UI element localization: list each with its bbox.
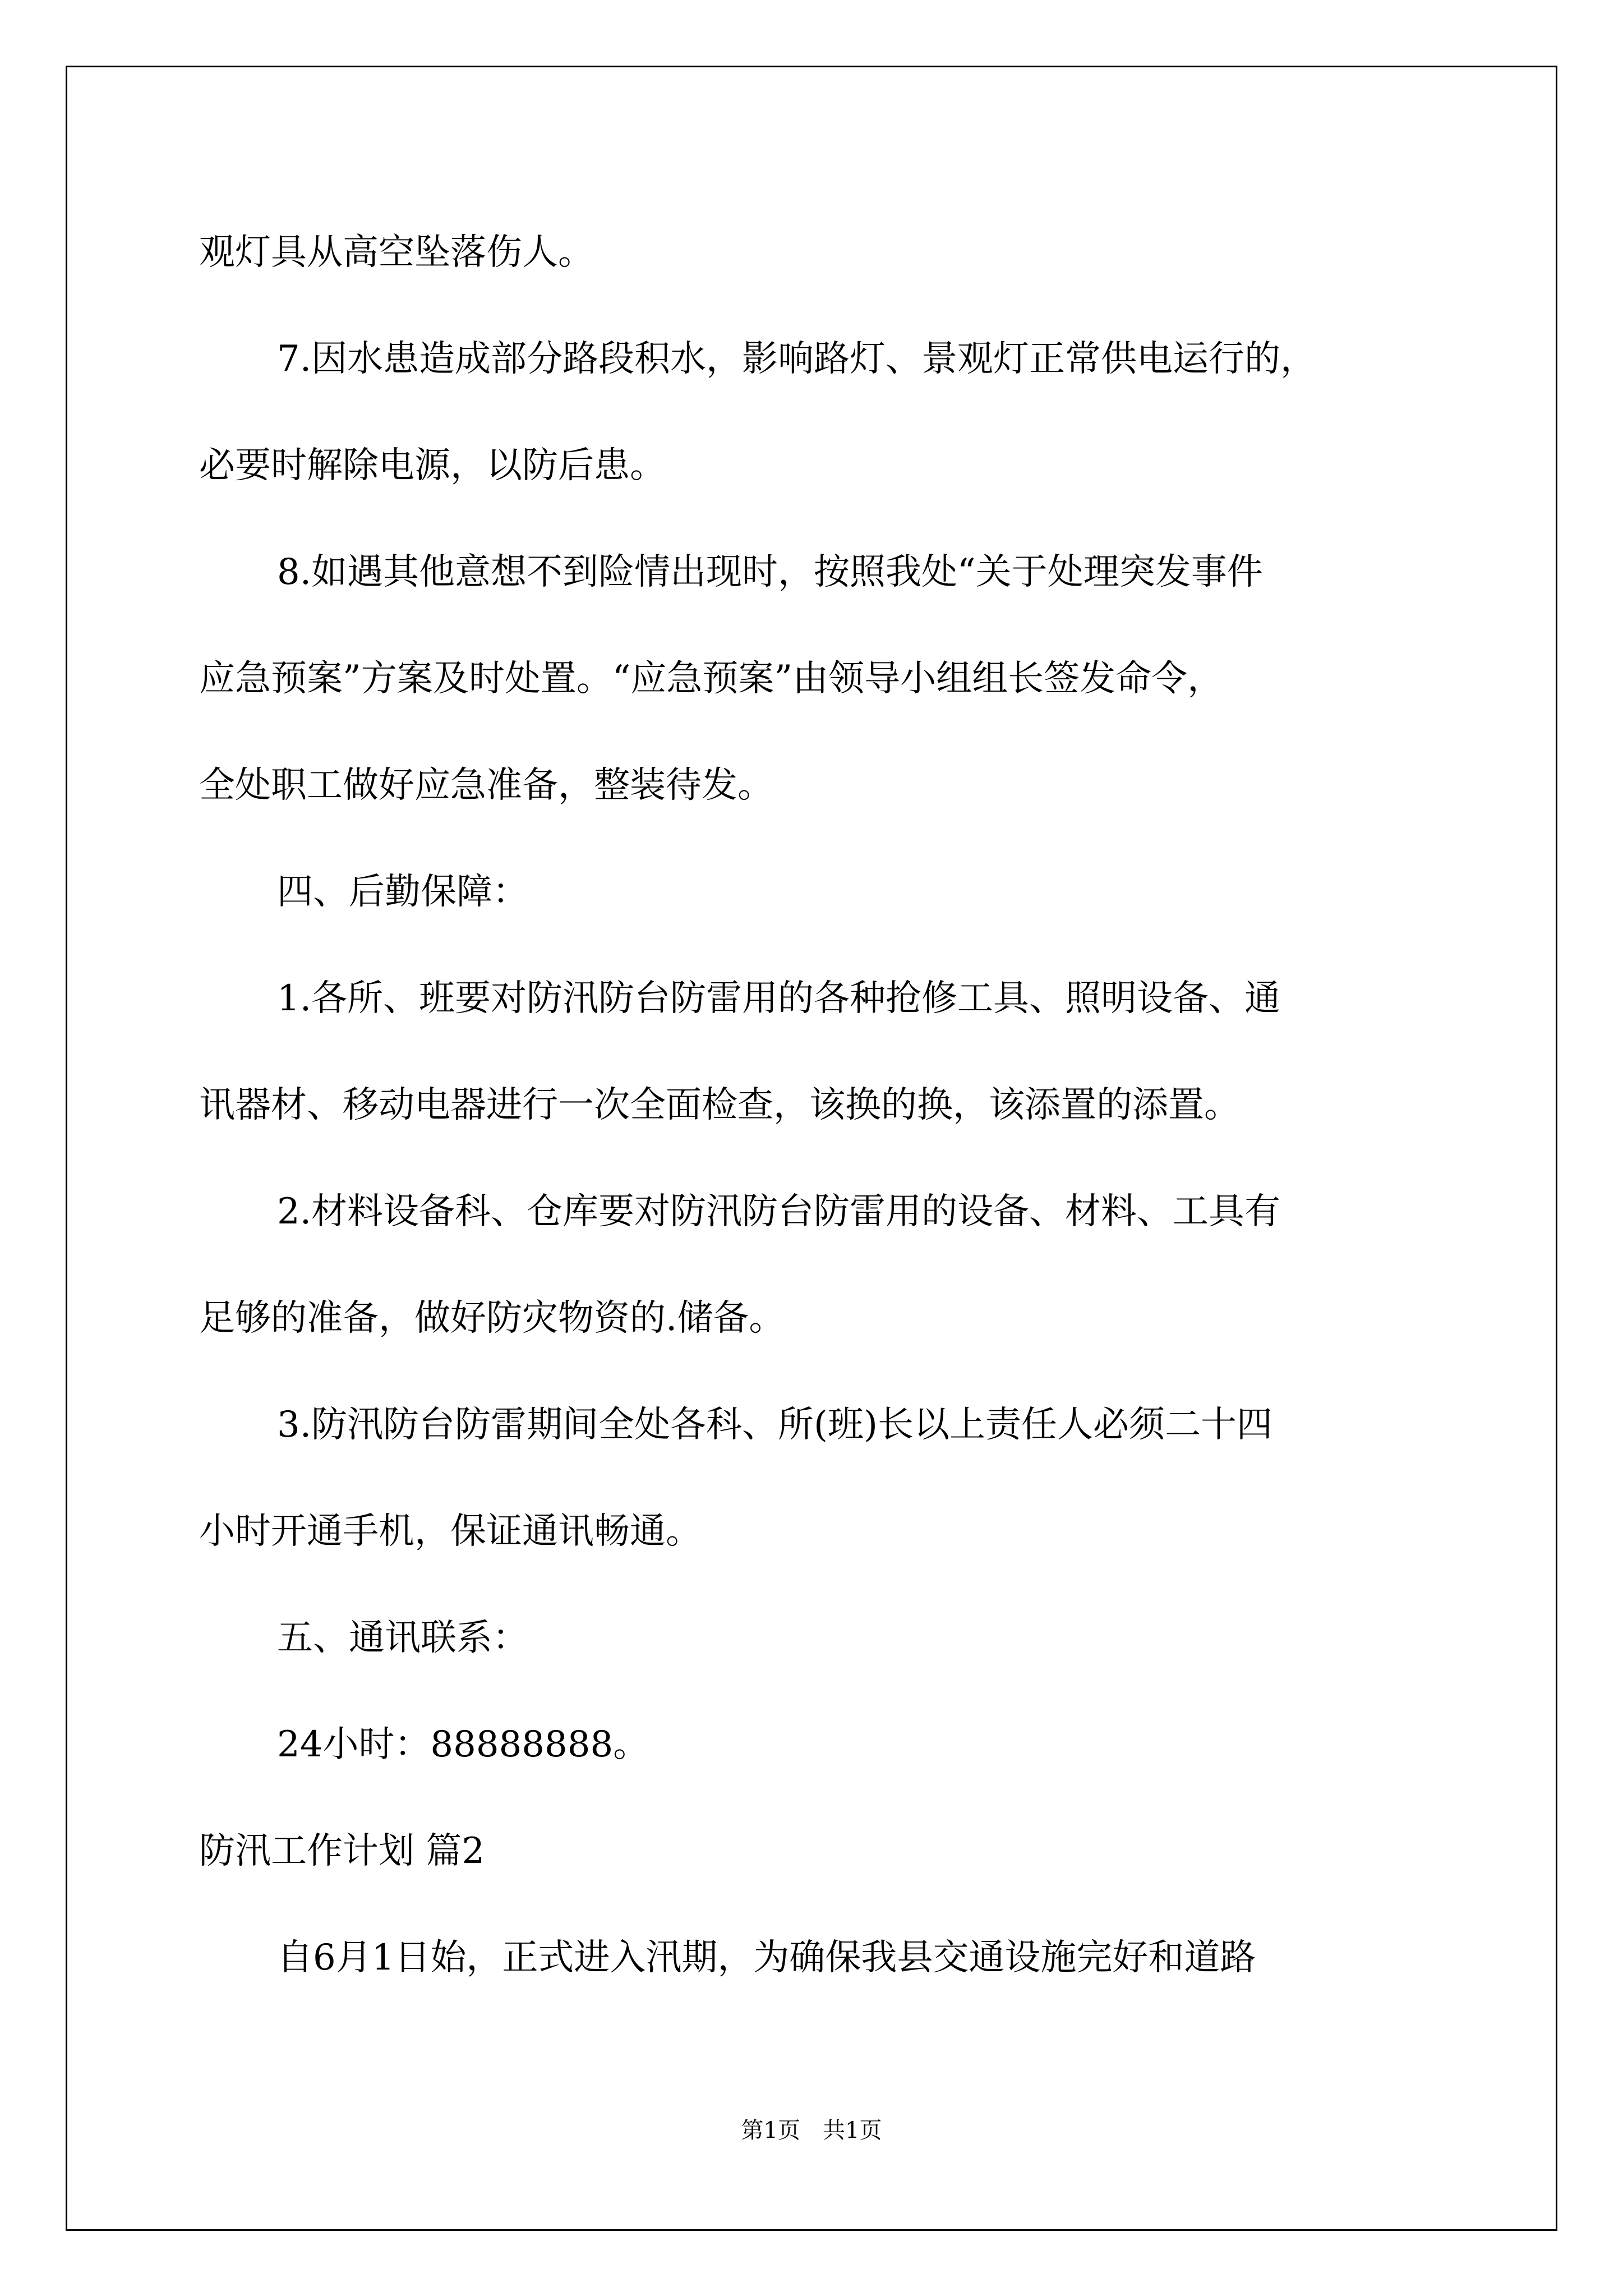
body-line-2: 7.因水患造成部分路段积水，影响路灯、景观灯正常供电运行的， [277, 338, 1317, 380]
page-footer: 第1页 共1页 [741, 2118, 882, 2143]
page-frame [66, 66, 1557, 2231]
body-line-13: 小时开通手机，保证通讯畅通。 [199, 1511, 702, 1552]
body-line-6: 全处职工做好应急准备，整装待发。 [199, 765, 773, 806]
contact-line: 24小时：88888888。 [277, 1724, 649, 1765]
article-title: 防汛工作计划 篇2 [199, 1830, 485, 1872]
section-heading-4: 四、后勤保障： [277, 871, 528, 913]
body-line-3: 必要时解除电源，以防后患。 [199, 445, 666, 486]
body-line-12: 3.防汛防台防雷期间全处各科、所(班)长以上责任人必须二十四 [277, 1404, 1272, 1446]
body-line-10: 2.材料设备科、仓库要对防汛防台防雷用的设备、材料、工具有 [277, 1191, 1281, 1232]
body-line-9: 讯器材、移动电器进行一次全面检查，该换的换，该添置的添置。 [199, 1084, 1240, 1126]
body-line-11: 足够的准备，做好防灾物资的.储备。 [199, 1297, 785, 1339]
body-line-1: 观灯具从高空坠落伤人。 [199, 232, 594, 273]
section-heading-5: 五、通讯联系： [277, 1617, 528, 1659]
body-line-17: 自6月1日始，正式进入汛期，为确保我县交通设施完好和道路 [277, 1937, 1256, 1978]
body-line-8: 1.各所、班要对防汛防台防雷用的各种抢修工具、照明设备、通 [277, 978, 1281, 1019]
body-line-5: 应急预案”方案及时处置。“应急预案”由领导小组组长签发命令， [199, 658, 1224, 700]
body-line-4: 8.如遇其他意想不到险情出现时，按照我处“关于处理突发事件 [277, 551, 1263, 593]
